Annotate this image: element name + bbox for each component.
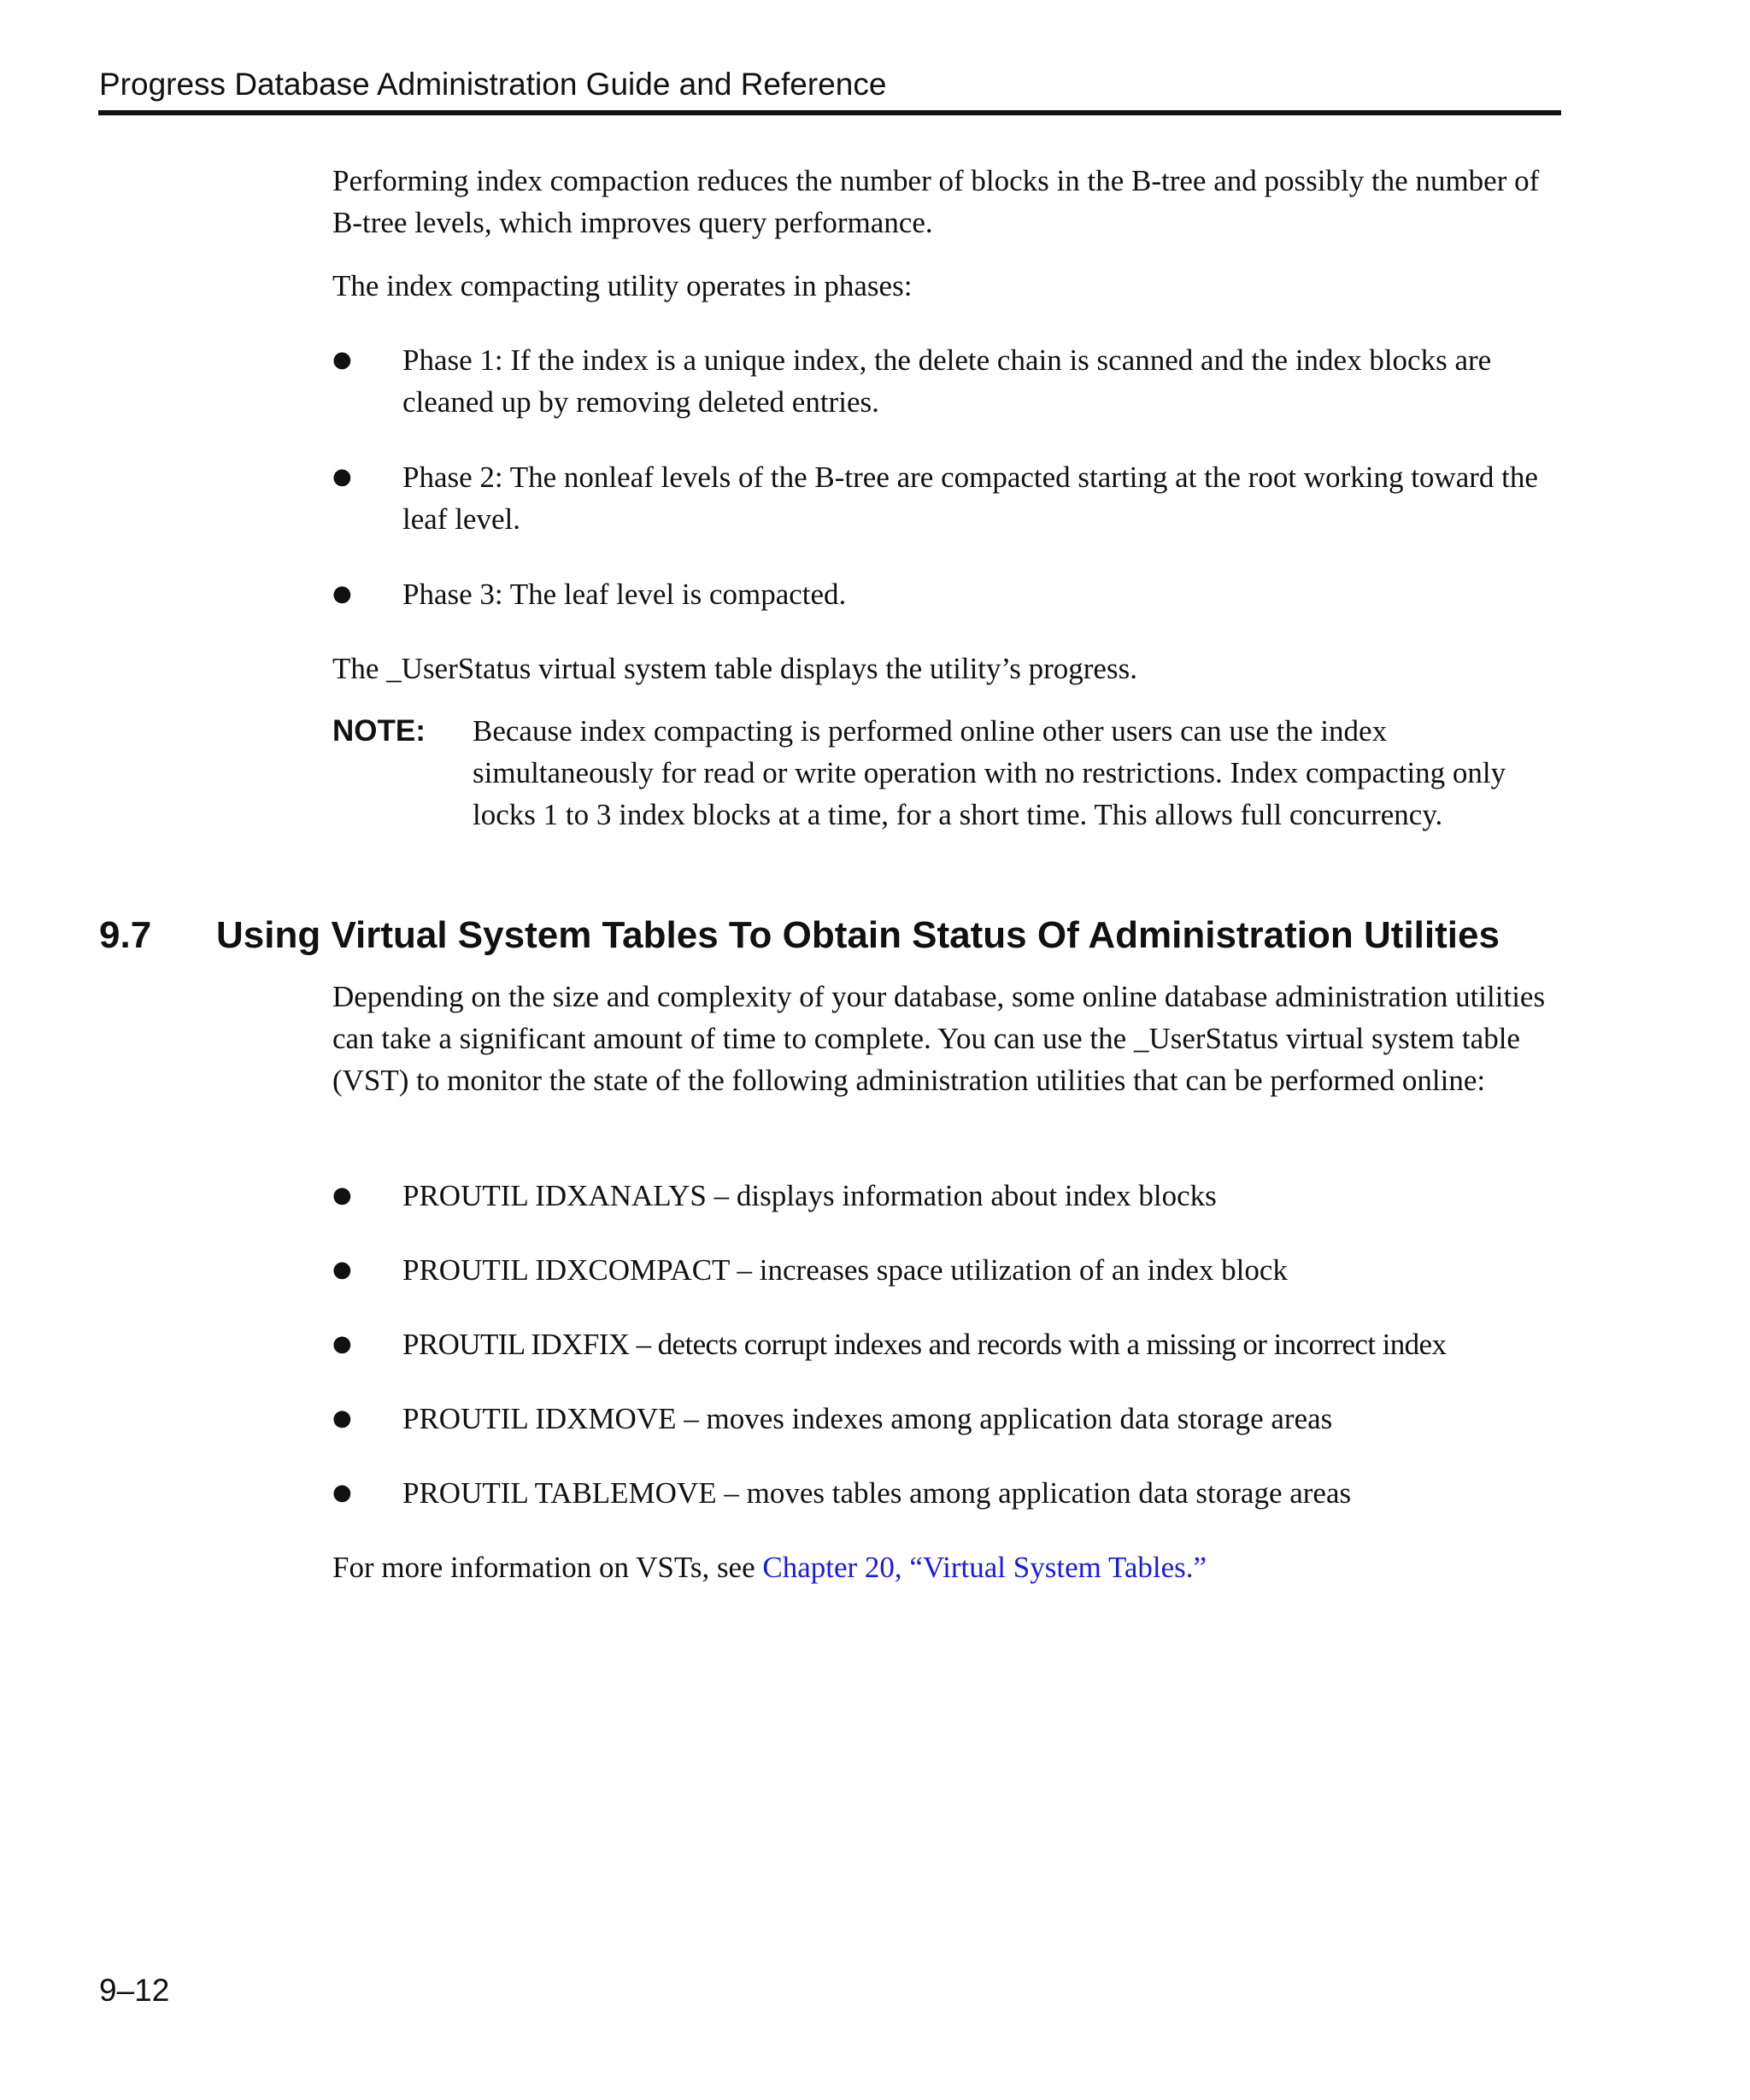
utility-list-item <box>332 1472 1563 1514</box>
utility-list-item-text: PROUTIL TABLEMOVE – moves tables among application data storage areas <box>402 1476 1352 1510</box>
utility-list-item-text: PROUTIL IDXMOVE – moves indexes among application data storage areas <box>402 1402 1333 1435</box>
note-text: Because index compacting is performed online other users can use the index simultaneously for read or write operation with no restrictions. Index compacting only locks 1 to 3 index blocks at a time, for a short time. This allows full concurrency. <box>473 714 1506 831</box>
userstatus-paragraph <box>332 648 1563 689</box>
utility-list-item-text: PROUTIL IDXFIX – detects corrupt indexes and records with a missing or incorrect index <box>402 1328 1447 1361</box>
intro-paragraph-1-text: Performing index compaction reduces the number of blocks in the B-tree and possibly the number of B-tree levels, which improves query performance. <box>332 164 1540 239</box>
section-title: Using Virtual System Tables To Obtain Status Of Administration Utilities <box>216 914 1500 956</box>
bullet-icon: ● <box>332 581 352 607</box>
bullet-icon: ● <box>332 464 352 490</box>
utility-list-item <box>332 1398 1563 1440</box>
page-number: 9–12 <box>99 1973 170 2008</box>
more-info-paragraph <box>332 1546 1563 1588</box>
phase-list-item-text: Phase 3: The leaf level is compacted. <box>402 578 847 611</box>
header-rule <box>98 110 1561 115</box>
utility-list-item <box>332 1249 1563 1291</box>
note-label: NOTE: <box>332 714 426 748</box>
chapter-20-link[interactable]: Chapter 20, “Virtual System Tables.” <box>762 1551 1207 1584</box>
phase-list-item-text: Phase 2: The nonleaf levels of the B-tree are compacted starting at the root working toward the leaf level. <box>402 460 1538 536</box>
utility-list-item <box>332 1323 1563 1365</box>
intro-paragraph-2 <box>332 265 1563 307</box>
phase-list-item <box>332 573 1563 615</box>
utility-list-item <box>332 1175 1563 1217</box>
bullet-icon: ● <box>332 1405 352 1431</box>
bullet-icon: ● <box>332 1182 352 1208</box>
section-number: 9.7 <box>99 914 152 956</box>
more-info-paragraph-text <box>332 1546 1563 1588</box>
phase-list-item <box>332 456 1563 540</box>
bullet-icon: ● <box>332 347 352 372</box>
intro-paragraph-2-text: The index compacting utility operates in phases: <box>332 269 913 302</box>
utility-list-item-text: PROUTIL IDXCOMPACT – increases space utilization of an index block <box>402 1253 1288 1287</box>
bullet-icon: ● <box>332 1331 352 1357</box>
more-info-prefix: For more information on VSTs, see <box>332 1551 763 1584</box>
section-paragraph-text: Depending on the size and complexity of your database, some online database administration utilities can take a significant amount of time to complete. You can use the _UserStatus virtual system table (VST) to monitor the state of the following administration utilities that can be performed online: <box>332 980 1546 1097</box>
utility-list-item-text: PROUTIL IDXANALYS – displays information about index blocks <box>402 1179 1217 1212</box>
running-header: Progress Database Administration Guide and Reference <box>99 67 887 102</box>
phase-list-item <box>332 339 1563 423</box>
userstatus-paragraph-text: The _UserStatus virtual system table displays the utility’s progress. <box>332 652 1137 685</box>
bullet-icon: ● <box>332 1257 352 1282</box>
intro-paragraph-1 <box>332 160 1563 243</box>
bullet-icon: ● <box>332 1480 352 1505</box>
phase-list-item-text: Phase 1: If the index is a unique index, the delete chain is scanned and the index blocks are cleaned up by removing deleted entries. <box>402 343 1492 419</box>
section-paragraph <box>332 976 1563 1101</box>
